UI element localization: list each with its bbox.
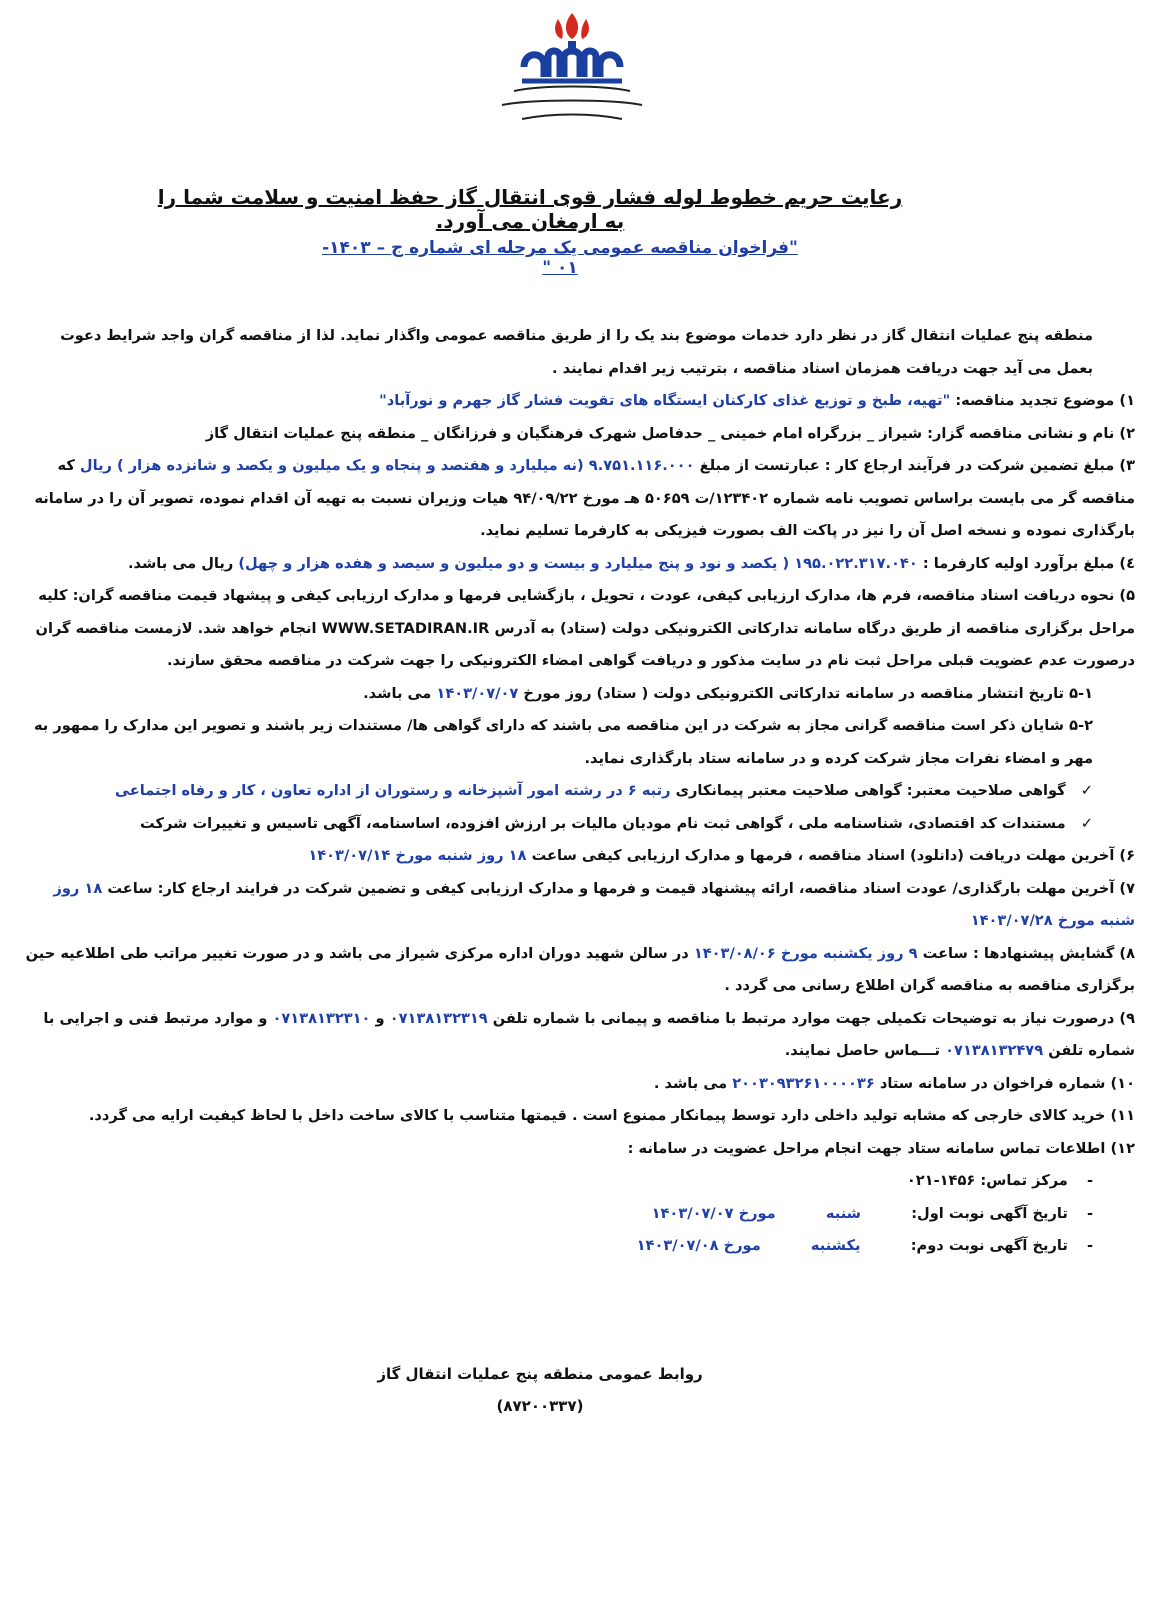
item-3-value: ۹.۷۵۱.۱۱۶.۰۰۰ (نه میلیارد و هفتصد و پنجاه و یک میلیون و یکصد و شانزده هزار ) ریال [79,457,695,474]
item-10-value: ۲۰۰۳۰۹۳۲۶۱۰۰۰۰۳۶ [732,1074,875,1092]
item-10 [20,1068,1135,1101]
item-5-2: ۵-۲ شایان ذکر است مناقصه گرانی مجاز به شرکت در این مناقصه می باشند که دارای گواهی ها/ مستندات زیر باشند و تصویر این مدارک را ممهور به مهر و امضاء نفرات مجاز شرکت کرده و در سامانه ستاد بارگذاری نماید. [33,717,1093,767]
item-9-label: ۹) درصورت نیاز به توضیحات تکمیلی جهت موارد مرتبط با مناقصه و پیمانی با شماره تلفن [492,1009,1135,1027]
item-6-value: ۱۸ روز شنبه مورخ ۱۴۰۳/۰۷/۱۴ [308,847,527,864]
ad-first-day: شنبه [825,1204,862,1222]
dash-bullet-icon: - [1086,1237,1093,1254]
item-1-value: "تهیه، طبخ و توزیع غذای کارکنان ایستگاه های تقویت فشار گاز جهرم و نورآباد" [379,392,951,409]
requirement-1-value: رتبه ۶ در رشته امور آشپزخانه و رستوران از اداره تعاون ، کار و رفاه اجتماعی [115,782,671,799]
ad-first-date: مورخ ۱۴۰۳/۰۷/۰۷ [651,1204,776,1222]
item-6 [20,840,1135,873]
item-5: ۵) نحوه دریافت اسناد مناقصه، فرم ها، مدارک ارزیابی کیفی، عودت ، تحویل ، بازگشایی فرمها و مدارک ارزیابی کیفی و پیشهاد قیمت مناقصه گران: کلیه مراحل برگزاری مناقصه از طریق درگاه سامانه تدارکاتی الکترونیکی دولت (ستاد) به آدرس WWW.SETADIRAN.IR انجام خواهد شد. لازمست مناقصه گران درصورت عدم عضویت قبلی مراحل ثبت نام در سایت مذکور و دریافت گواهی امضاء الکترونیکی را جهت شرکت در مناقصه محقق سازند. [35,587,1135,669]
contact-center [20,1165,1135,1198]
footer-code: (۸۷۲۰۰۳۳۷) [496,1397,584,1415]
item-12: ۱۲) اطلاعات تماس سامانه ستاد جهت انجام مراحل عضویت در سامانه : [627,1139,1135,1157]
phone-3: ۰۷۱۳۸۱۳۲۴۷۹ [945,1042,1044,1059]
requirement-1 [20,775,1135,808]
item-6-label: ۶) آخرین مهلت دریافت (دانلود) اسناد مناقصه ، فرمها و مدارک ارزیابی کیفی ساعت [531,847,1135,864]
item-8-rest: در سالن شهید دوران اداره مرکزی شیراز می باشد و در صورت تغییر مراتب طی اطلاعیه حین برگزاری مناقصه به مناقصه گران اطلاع رسانی می گردد . [25,944,1135,994]
ad-second-date: مورخ ۱۴۰۳/۰۷/۰۸ [636,1237,761,1254]
item-1-label: ۱) موضوع تجدید مناقصه: [955,392,1135,409]
item-3-label: ۳) مبلغ تضمین شرکت در فرآیند ارجاع کار : عبارتست از مبلغ [699,457,1135,474]
footer [360,1358,720,1422]
item-1 [20,385,1135,418]
item-4 [20,548,1135,581]
footer-department: روابط عمومی منطقه پنج عملیات انتقال گاز [377,1365,703,1383]
item-8 [20,938,1135,1003]
tender-title: "فراخوان مناقصه عمومی یک مرحله ای شماره ج – ۱۴۰۳- ۰۱ " [322,238,798,278]
ad-first [20,1198,1135,1231]
ad-first-label: تاریخ آگهی نوبت اول: [911,1204,1068,1222]
item-5-1-label: ۵-۱ تاریخ انتشار مناقصه در سامانه تدارکاتی الکترونیکی دولت ( ستاد) روز مورخ [523,684,1093,702]
notice-body [20,320,1135,1263]
ad-second-day: یکشنبه [810,1237,861,1254]
item-4-rest: ریال می باشد. [127,554,234,572]
requirement-2-text: مستندات کد اقتصادی، شناسنامه ملی ، گواهی ثبت نام مودیان مالیات بر ارزش افزوده، اساسنامه، آگهی تاسیس و تغییرات شرکت [140,814,1066,832]
item-10-rest: می باشد . [653,1074,728,1092]
item-9 [20,1003,1135,1068]
item-7 [20,873,1135,938]
contact-center-text: مرکز تماس: ۱۴۵۶-۰۲۱ [906,1172,1068,1189]
item-11: ۱۱) خرید کالای خارجی که مشابه تولید داخلی دارد توسط پیمانکار ممنوع است . قیمتها متناسب با کالای ساخت داخل با لحاظ کیفیت ارایه می گردد. [88,1107,1135,1124]
item-4-label: ٤) مبلغ برآورد اولیه کارفرما : [922,554,1135,572]
safety-headline: رعایت حریم خطوط لوله فشار قوی انتقال گاز حفظ امنیت و سلامت شما را به ارمغان می آورد. [157,185,903,233]
item-5-1-value: ۱۴۰۳/۰۷/۰۷ [436,684,519,702]
item-4-value: ۱۹۵.۰۲۲.۳۱۷.۰۴۰ ( یکصد و نود و پنج میلیارد و بیست و دو میلیون و سیصد و هفده هزار و چهل) [238,554,918,572]
intro-paragraph: منطقه پنج عملیات انتقال گاز در نظر دارد خدمات موضوع بند یک را از طریق مناقصه عمومی واگذار نماید. لذا از مناقصه گران واجد شرایط دعوت بعمل می آید جهت دریافت همزمان اسناد مناقصه ، بترتیب زیر اقدام نمایند . [60,327,1093,377]
item-8-value: ۹ روز یکشنبه مورخ ۱۴۰۳/۰۸/۰۶ [693,944,918,962]
checkmark-icon: ✓ [1080,782,1093,799]
phone-2: ۰۷۱۳۸۱۳۲۳۱۰ [272,1009,371,1027]
checkmark-icon: ✓ [1080,814,1093,832]
item-7-label: ۷) آخرین مهلت بارگذاری/ عودت اسناد مناقصه، ارائه پیشنهاد قیمت و فرمها و مدارک ارزیابی کیفی و تضمین شرکت در فرایند ارجاع کار: ساعت [107,879,1135,897]
ad-second-label: تاریخ آگهی نوبت دوم: [910,1237,1068,1254]
item-3 [20,450,1135,548]
requirement-2 [20,808,1135,841]
item-3-rest: که مناقصه گر می بایست براساس تصویب نامه شماره ۱۲۳۴۰۲/ت ۵۰۶۵۹ هـ مورخ ۹۴/۰۹/۲۲ هیات وزیران نسبت به تهیه آن اقدام نموده، تصویر آن را در سامانه بارگذاری نموده و نسخه اصل آن را نیز در پاکت الف بصورت فیزیکی به کارفرما تسلیم نماید. [34,457,1135,539]
requirement-1-label: گواهی صلاحیت معتبر: گواهی صلاحیت معتبر پیمانکاری [675,782,1066,799]
item-2: ۲) نام و نشانی مناقصه گزار: شیراز _ بزرگراه امام خمینی _ حدفاصل شهرک فرهنگیان و فرزانگان _ منطقه پنج عملیات انتقال گاز [205,424,1135,442]
item-9-rest: تـــماس حاصل نمایند. [784,1042,941,1059]
item-9-and: و [370,1009,385,1027]
flame-logo-icon [462,5,682,135]
ad-second [20,1230,1135,1263]
item-7-value: ۱۸ روز شنبه مورخ ۱۴۰۳/۰۷/۲۸ [53,879,1135,929]
phone-1: ۰۷۱۳۸۱۳۲۳۱۹ [389,1009,488,1027]
item-10-label: ۱۰) شماره فراخوان در سامانه ستاد [874,1074,1135,1092]
dash-bullet-icon: - [1086,1204,1093,1222]
item-5-1-rest: می باشد. [363,684,432,702]
item-8-label: ۸) گشایش پیشنهادها : ساعت [917,944,1135,962]
item-9-mid: و موارد مرتبط فنی و اجرایی با شماره تلفن [43,1009,1135,1059]
item-5-1 [20,678,1135,711]
dash-bullet-icon: - [1086,1172,1093,1189]
